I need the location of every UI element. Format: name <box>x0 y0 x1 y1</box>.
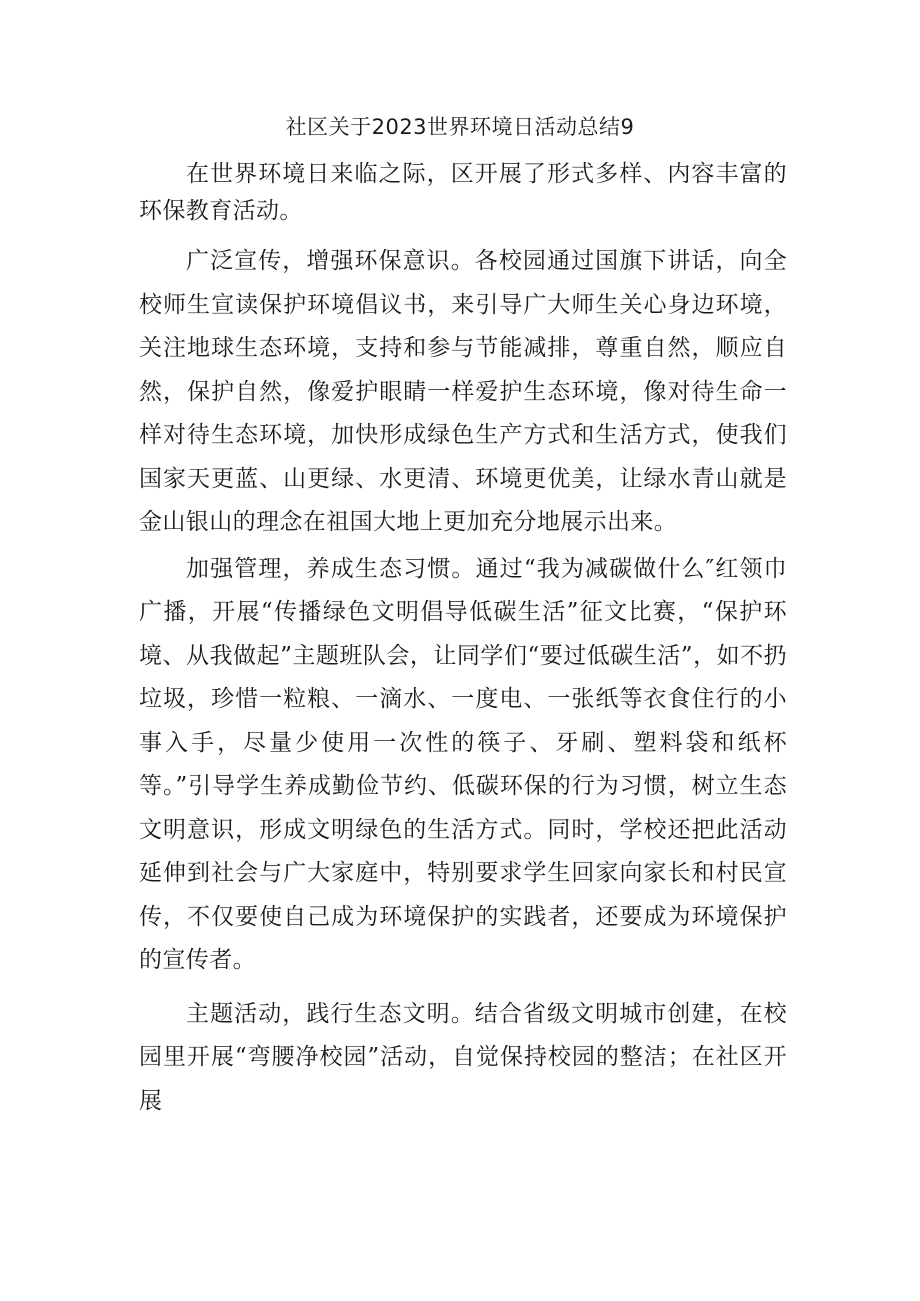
document-body <box>139 156 787 1123</box>
paragraph-theme-activity: 主题活动，践行生态文明。结合省级文明城市创建，在校园里开展“弯腰净校园”活动，自觉保持校园的整洁；在社区开展 <box>139 1000 787 1114</box>
document-title: 社区关于2023世界环境日活动总结9 <box>285 115 635 139</box>
paragraph-management: 加强管理，养成生态习惯。通过“我为减碳做什么″红领巾广播，开展“传播绿色文明倡导低碳生活”征文比赛，“保护环境、从我做起”主题班队会，让同学们“要过低碳生活”，如不扔垃圾，珍惜一粒粮、一滴水、一度电、一张纸等衣食住行的小事入手，尽量少使用一次性的筷子、牙刷、塑料袋和纸杯等。”引导学生养成勤俭节约、低碳环保的行为习惯，树立生态文明意识，形成文明绿色的生活方式。同时，学校还把此活动延伸到社会与广大家庭中，特别要求学生回家向家长和村民宣传，不仅要使自己成为环境保护的实践者，还要成为环境保护的宣传者。 <box>139 555 787 973</box>
paragraph-intro: 在世界环境日来临之际，区开展了形式多样、内容丰富的环保教育活动。 <box>139 161 787 224</box>
paragraph-publicity: 广泛宣传，增强环保意识。各校园通过国旗下讲话，向全校师生宣读保护环境倡议书，来引导广大师生关心身边环境，关注地球生态环境，支持和参与节能减排，尊重自然，顺应自然，保护自然，像爱护眼睛一样爱护生态环境，像对待生命一样对待生态环境，加快形成绿色生产方式和生活方式，使我们国家天更蓝、山更绿、水更清、环境更优美，让绿水青山就是金山银山的理念在祖国大地上更加充分地展示出来。 <box>139 248 787 535</box>
